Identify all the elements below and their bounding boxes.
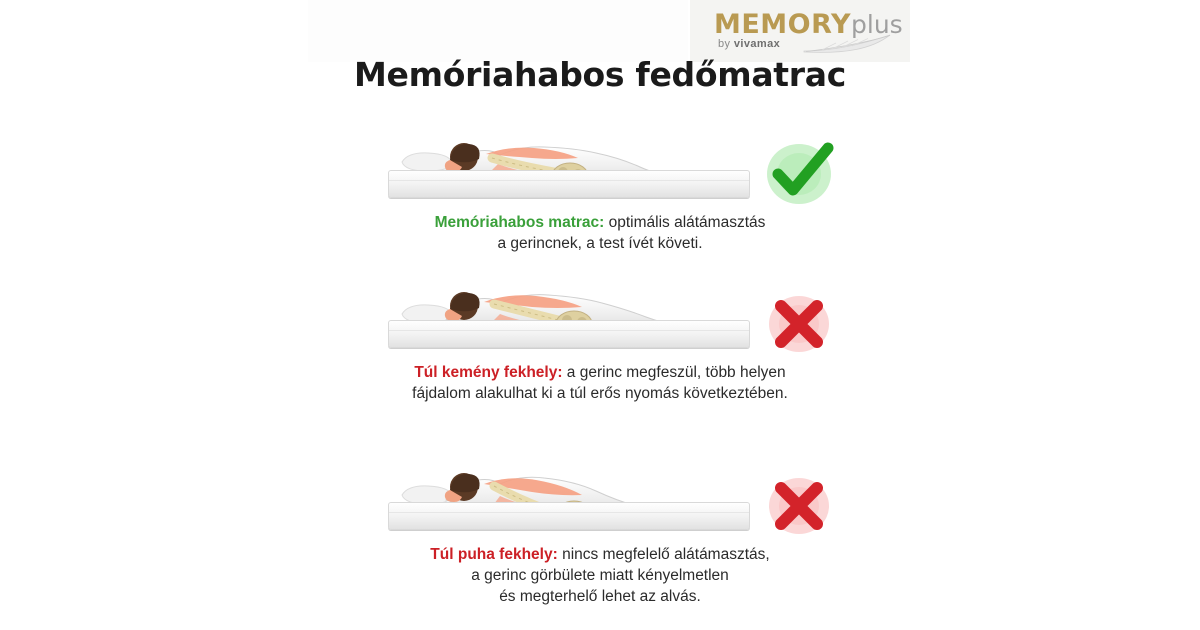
cross-icon bbox=[758, 288, 844, 360]
cross-icon bbox=[758, 470, 844, 542]
caption-lead: Túl puha fekhely: bbox=[430, 546, 558, 563]
check-icon bbox=[758, 138, 844, 210]
logo-byline-brand: vivamax bbox=[733, 38, 781, 50]
status-badge-cross bbox=[758, 470, 844, 542]
status-badge-check bbox=[758, 138, 844, 210]
caption-line2: fájdalom alakulhat ki a túl erős nyomás következtében. bbox=[412, 385, 788, 402]
caption-rest: nincs megfelelő alátámasztás, bbox=[557, 546, 770, 563]
brand-logo bbox=[690, 0, 910, 62]
logo-byline-prefix: by bbox=[718, 38, 734, 50]
caption-line2: a gerinc görbülete miatt kényelmetlen bbox=[471, 567, 729, 584]
mattress-slab bbox=[388, 320, 750, 348]
caption-too-soft bbox=[320, 544, 880, 607]
sleeper-on-memory-foam-mattress bbox=[388, 130, 748, 198]
status-badge-cross bbox=[758, 288, 844, 360]
mattress-slab bbox=[388, 170, 750, 198]
logo-primary-text: MEMORY bbox=[714, 9, 851, 40]
page-title: Memóriahabos fedőmatrac bbox=[354, 55, 846, 94]
caption-line2: a gerincnek, a test ívét követi. bbox=[497, 235, 703, 252]
caption-rest: a gerinc megfeszül, több helyen bbox=[562, 364, 786, 381]
logo-secondary-text: plus bbox=[851, 10, 903, 39]
caption-line3: és megterhelő lehet az alvás. bbox=[499, 588, 701, 605]
feather-icon bbox=[802, 33, 894, 55]
header-blank-panel bbox=[308, 0, 688, 62]
caption-memory-foam bbox=[320, 212, 880, 254]
infographic-canvas bbox=[290, 0, 910, 630]
sleeper-on-too-hard-mattress bbox=[388, 280, 748, 348]
sleeper-on-too-soft-mattress bbox=[388, 462, 748, 530]
caption-rest: optimális alátámasztás bbox=[604, 214, 766, 231]
logo-byline bbox=[718, 38, 780, 50]
caption-too-hard bbox=[320, 362, 880, 404]
mattress-slab bbox=[388, 502, 750, 530]
caption-lead: Túl kemény fekhely: bbox=[414, 364, 563, 381]
caption-lead: Memóriahabos matrac: bbox=[434, 214, 605, 231]
